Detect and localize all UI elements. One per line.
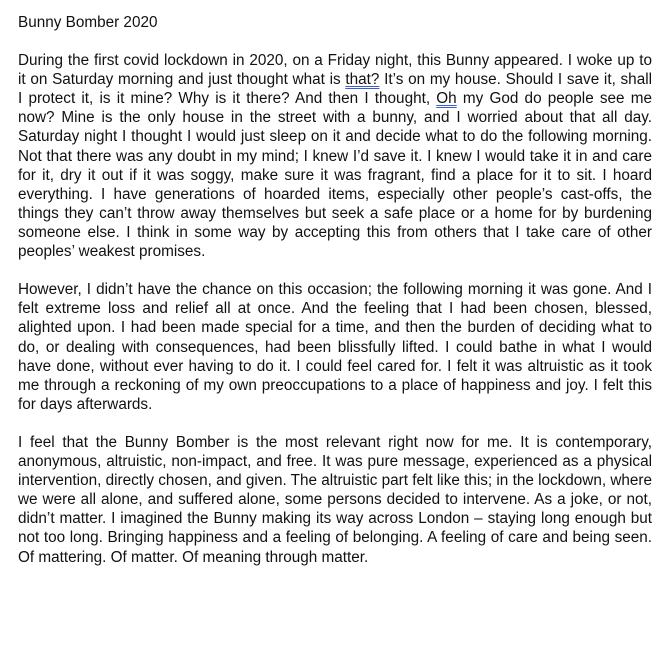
paragraph-1	[18, 51, 652, 261]
paragraph-1-text-c: my God do people see me now? Mine is the only house in the street with a bunny, and I worried about that all day. Saturday night I thought I would just sleep on it and decide what to do the following morning. Not that there was any doubt in my mind; I knew I’d save it. I knew I would take it in and care for it, dry it out if it was soggy, make sure it was fragrant, find a place for it to sit. I hoard everything. I have generations of hoarded items, especially other people’s cast-offs, the things they can’t throw away themselves but seek a safe place or a home for by burdening someone else. I think in some way by accepting this from others that I take care of other peoples’ weakest promises.	[18, 90, 652, 261]
document-body	[18, 13, 652, 567]
paragraph-1-text-b: It’s on my house. Should I save it, shall I protect it, is it mine? Why is it there? And then I thought,	[18, 71, 652, 108]
grammar-flagged-word[interactable]: Oh	[436, 90, 457, 108]
paragraph-2: However, I didn’t have the chance on this occasion; the following morning it was gone. And I felt extreme loss and relief all at once. And the feeling that I had been chosen, blessed, alighted upon. I had been made special for a time, and then the burden of deciding what to do, or dealing with consequences, had been blissfully lifted. I could bathe in what I would have done, without ever having to do it. I could feel cared for. I felt it was altruistic as it took me through a reckoning of my own preoccupations to a place of happiness and joy. I felt this for days afterwards.	[18, 281, 652, 413]
paragraph-3: I feel that the Bunny Bomber is the most relevant right now for me. It is contemporary, anonymous, altruistic, non-impact, and free. It was pure message, experienced as a physical intervention, directly chosen, and given. The altruistic part felt like this; in the lockdown, where we were all alone, and suffered alone, some persons decided to intervene. As a joke, or not, didn’t matter. I imagined the Bunny making its way across London – staying long enough but not too long. Bringing happiness and a feeling of belonging. A feeling of care and being seen. Of mattering. Of matter. Of meaning through matter.	[18, 433, 653, 566]
paragraph-1-text-a: During the first covid lockdown in 2020, on a Friday night, this Bunny appeared. I woke up to it on Saturday morning and just thought what is	[18, 52, 652, 89]
document-title: Bunny Bomber 2020	[18, 14, 158, 31]
grammar-flagged-word[interactable]: that?	[345, 71, 380, 89]
